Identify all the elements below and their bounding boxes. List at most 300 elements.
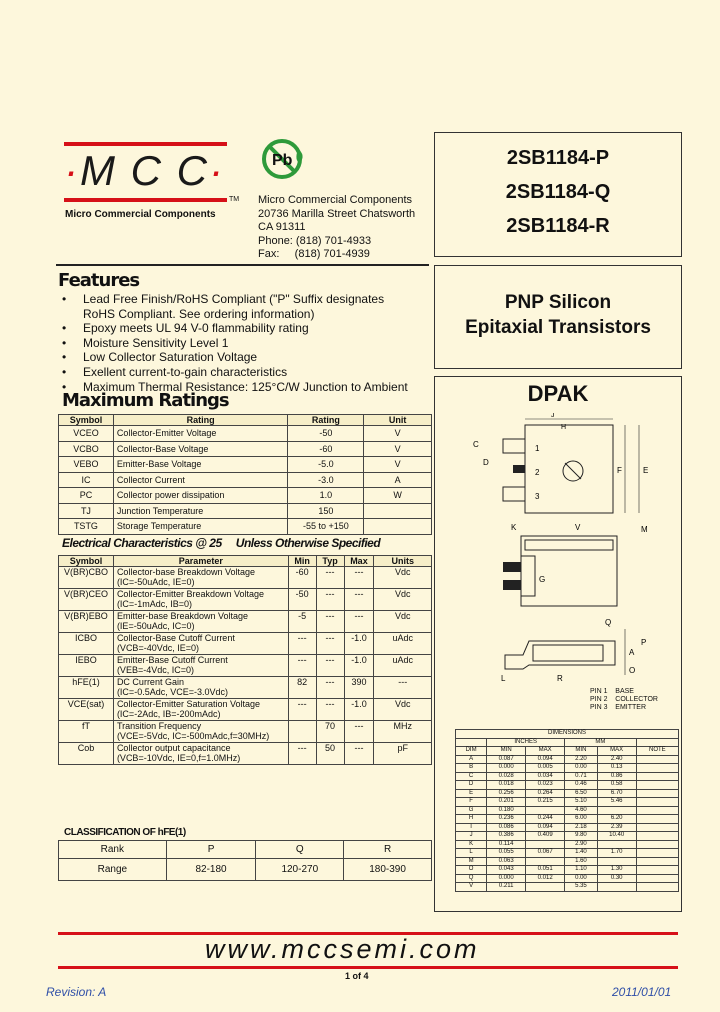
- logo-top-bar: [64, 142, 227, 146]
- table-cell: VEBO: [59, 457, 114, 473]
- revision: Revision: A: [46, 985, 107, 999]
- dim-header: DIM: [456, 747, 487, 756]
- table-row: [59, 743, 432, 765]
- value-cell: Vdc: [374, 699, 432, 721]
- value-cell: Vdc: [374, 611, 432, 633]
- parameter-condition: (IC=-2Adc, IB=-200mAdc): [116, 709, 221, 719]
- part-numbers-box: [434, 132, 682, 257]
- dim-label: C: [473, 440, 479, 449]
- rank-label: Rank: [59, 841, 167, 859]
- pb-text: Pb: [272, 152, 293, 169]
- dim-label: G: [539, 575, 546, 584]
- table-cell: TSTG: [59, 519, 114, 535]
- value-cell: ---: [344, 611, 374, 633]
- dim-cell: 2.39: [597, 823, 636, 832]
- value-cell: pF: [374, 743, 432, 765]
- dim-row: [456, 772, 679, 781]
- pin-number: 1: [535, 444, 540, 453]
- dim-row: [456, 832, 679, 841]
- classification-title: CLASSIFICATION OF hFE(1): [64, 827, 186, 838]
- dim-cell: [636, 764, 678, 773]
- dim-cell: 0.094: [526, 823, 565, 832]
- feature-item: • Lead Free Finish/RoHS Compliant ("P" Suffix designates: [62, 292, 408, 307]
- table-cell: [364, 503, 432, 519]
- feature-item: • Epoxy meets UL 94 V-0 flammability rating: [62, 321, 408, 336]
- table-header: Parameter: [113, 556, 288, 567]
- dim-cell: [636, 832, 678, 841]
- table-cell: IC: [59, 472, 114, 488]
- address-line: Fax: (818) 701-4939: [258, 248, 370, 260]
- dim-cell: M: [456, 857, 487, 866]
- dim-cell: 0.201: [487, 798, 526, 807]
- pin-legend-row: PIN 3 EMITTER: [590, 704, 647, 711]
- dim-cell: 2.20: [565, 755, 598, 764]
- parameter-condition: (IC=-50uAdc, IE=0): [116, 577, 195, 587]
- table-cell: Collector-Base Voltage: [113, 441, 288, 457]
- dim-cell: 0.012: [526, 874, 565, 883]
- dim-cell: 0.58: [597, 781, 636, 790]
- value-cell: 50: [316, 743, 344, 765]
- table-row: [59, 589, 432, 611]
- table-cell: PC: [59, 488, 114, 504]
- dim-cell: 0.028: [487, 772, 526, 781]
- symbol-cell: IEBO: [59, 655, 114, 677]
- dim-cell: 0.236: [487, 815, 526, 824]
- dim-header: NOTE: [636, 747, 678, 756]
- range-value: 82-180: [166, 859, 256, 881]
- dim-label: D: [483, 458, 489, 467]
- value-cell: MHz: [374, 721, 432, 743]
- dim-cell: 0.000: [487, 764, 526, 773]
- dim-cell: F: [456, 798, 487, 807]
- value-cell: ---: [316, 699, 344, 721]
- value-cell: -1.0: [344, 699, 374, 721]
- dim-cell: 0.211: [487, 883, 526, 892]
- description-line: Epitaxial Transistors: [465, 317, 651, 338]
- value-cell: ---: [316, 677, 344, 699]
- dim-cell: [636, 806, 678, 815]
- dim-label: Q: [605, 618, 612, 627]
- dim-cell: [636, 755, 678, 764]
- feature-item-cont: RoHS Compliant. See ordering information): [83, 306, 315, 321]
- elec-title: Electrical Characteristics @ 25 Unless Otherwise Specified: [62, 536, 381, 550]
- dim-cell: 0.114: [487, 840, 526, 849]
- parameter-name: Collector-base Breakdown Voltage: [116, 567, 256, 577]
- dim-row: [456, 883, 679, 892]
- dim-cell: 0.051: [526, 866, 565, 875]
- dim-row: [456, 781, 679, 790]
- table-row: [59, 426, 432, 442]
- value-cell: ---: [344, 567, 374, 589]
- dim-cell: I: [456, 823, 487, 832]
- dim-cell: 0.005: [526, 764, 565, 773]
- features-list: [62, 292, 408, 394]
- value-cell: 82: [288, 677, 316, 699]
- dim-cell: 1.30: [597, 866, 636, 875]
- dim-cell: O: [456, 866, 487, 875]
- parameter-name: Collector-Base Cutoff Current: [116, 633, 235, 643]
- table-header: Symbol: [59, 415, 114, 426]
- table-header: Min: [288, 556, 316, 567]
- page-number: 1 of 4: [345, 971, 369, 981]
- dim-cell: Q: [456, 874, 487, 883]
- dim-cell: [636, 798, 678, 807]
- table-row: [59, 633, 432, 655]
- symbol-cell: ICBO: [59, 633, 114, 655]
- table-row: [59, 503, 432, 519]
- table-cell: Collector-Emitter Voltage: [113, 426, 288, 442]
- symbol-cell: hFE(1): [59, 677, 114, 699]
- dim-cell: 0.063: [487, 857, 526, 866]
- symbol-cell: fT: [59, 721, 114, 743]
- value-cell: ---: [316, 655, 344, 677]
- value-cell: ---: [344, 721, 374, 743]
- table-cell: [364, 519, 432, 535]
- rank-value: P: [166, 841, 256, 859]
- parameter-condition: (VEB=-4Vdc, IC=0): [116, 665, 194, 675]
- pin-legend-row: PIN 1 BASE: [590, 688, 634, 695]
- dim-row: [456, 815, 679, 824]
- dim-label: P: [641, 638, 647, 647]
- logo-bottom-bar: [64, 198, 227, 202]
- table-cell: -3.0: [288, 472, 364, 488]
- table-row: [59, 677, 432, 699]
- trademark: TM: [229, 196, 240, 203]
- dim-cell: K: [456, 840, 487, 849]
- dim-cell: E: [456, 789, 487, 798]
- value-cell: Vdc: [374, 589, 432, 611]
- dim-cell: [636, 772, 678, 781]
- dim-label: E: [643, 466, 649, 475]
- dim-cell: 5.46: [597, 798, 636, 807]
- pin-legend: [590, 688, 658, 712]
- dim-cell: 0.71: [565, 772, 598, 781]
- dim-cell: [636, 781, 678, 790]
- dimensions-table: [455, 729, 679, 892]
- table-cell: V: [364, 441, 432, 457]
- revision-date: 2011/01/01: [612, 985, 672, 999]
- parameter-condition: (IE=-50uAdc, IC=0): [116, 621, 195, 631]
- parameter-condition: (VCB=-40Vdc, IE=0): [116, 643, 199, 653]
- dim-cell: A: [456, 755, 487, 764]
- table-cell: -5.0: [288, 457, 364, 473]
- max-ratings-title: Maximum Ratings: [62, 390, 229, 411]
- table-cell: Collector Current: [113, 472, 288, 488]
- parameter-condition: (VCE=-5Vdc, IC=-500mAdc,f=30MHz): [116, 731, 270, 741]
- dim-cell: [636, 866, 678, 875]
- dim-cell: 10.40: [597, 832, 636, 841]
- dim-cell: B: [456, 764, 487, 773]
- value-cell: Vdc: [374, 567, 432, 589]
- range-value: 120-270: [256, 859, 344, 881]
- value-cell: -1.0: [344, 655, 374, 677]
- feature-item: • Exellent current-to-gain characteristics: [62, 365, 408, 380]
- value-cell: -60: [288, 567, 316, 589]
- footer-bottom-bar: [58, 966, 678, 969]
- dim-cell: 0.409: [526, 832, 565, 841]
- dim-cell: H: [456, 815, 487, 824]
- dim-cell: V: [456, 883, 487, 892]
- dim-cell: 6.50: [565, 789, 598, 798]
- symbol-cell: V(BR)CBO: [59, 567, 114, 589]
- dim-cell: 0.00: [565, 764, 598, 773]
- dim-label: R: [557, 674, 563, 683]
- dim-cell: 2.18: [565, 823, 598, 832]
- dim-cell: 0.46: [565, 781, 598, 790]
- dim-row: [456, 755, 679, 764]
- table-cell: -55 to +150: [288, 519, 364, 535]
- dim-row: [456, 840, 679, 849]
- address-line: Micro Commercial Components: [258, 194, 413, 206]
- dim-cell: [636, 815, 678, 824]
- dim-cell: 1.40: [565, 849, 598, 858]
- table-header: Rating: [288, 415, 364, 426]
- value-cell: ---: [344, 743, 374, 765]
- table-cell: V: [364, 426, 432, 442]
- value-cell: ---: [374, 677, 432, 699]
- max-ratings-table: [58, 414, 432, 535]
- value-cell: ---: [316, 589, 344, 611]
- table-header: Unit: [364, 415, 432, 426]
- elec-table: [58, 555, 432, 765]
- parameter-cell: [113, 677, 288, 699]
- dim-cell: J: [456, 832, 487, 841]
- address-line: 20736 Marilla Street Chatsworth: [258, 207, 416, 220]
- package-profile-view: [465, 615, 665, 685]
- parameter-name: DC Current Gain: [116, 677, 184, 687]
- part-number: 2SB1184-P: [506, 147, 610, 169]
- pin-number: 2: [535, 468, 540, 477]
- value-cell: -1.0: [344, 633, 374, 655]
- table-cell: VCEO: [59, 426, 114, 442]
- dim-cell: 0.180: [487, 806, 526, 815]
- dim-cell: G: [456, 806, 487, 815]
- dim-cell: 1.70: [597, 849, 636, 858]
- dim-cell: [636, 883, 678, 892]
- dim-cell: 6.20: [597, 815, 636, 824]
- dim-cell: 0.067: [526, 849, 565, 858]
- dim-label: K: [511, 523, 517, 532]
- dim-cell: 0.86: [597, 772, 636, 781]
- table-header: Units: [374, 556, 432, 567]
- dim-cell: 0.386: [487, 832, 526, 841]
- table-cell: Storage Temperature: [113, 519, 288, 535]
- dim-cell: 4.60: [565, 806, 598, 815]
- dim-cell: 1.10: [565, 866, 598, 875]
- dim-group-inches: INCHES: [487, 738, 565, 747]
- rank-value: Q: [256, 841, 344, 859]
- address-line: CA 91311: [258, 221, 306, 233]
- description-box: [434, 265, 682, 369]
- value-cell: ---: [316, 567, 344, 589]
- dim-cell: 2.40: [597, 755, 636, 764]
- dim-cell: [526, 840, 565, 849]
- table-row: [59, 567, 432, 589]
- feature-item: • Low Collector Saturation Voltage: [62, 350, 408, 365]
- table-cell: -50: [288, 426, 364, 442]
- dim-row: [456, 806, 679, 815]
- dim-cell: 0.086: [487, 823, 526, 832]
- dim-cell: 5.10: [565, 798, 598, 807]
- dim-cell: [526, 806, 565, 815]
- dim-cell: 6.00: [565, 815, 598, 824]
- parameter-name: Collector-Emitter Breakdown Voltage: [116, 589, 265, 599]
- parameter-cell: [113, 699, 288, 721]
- dim-header: MIN: [487, 747, 526, 756]
- parameter-name: Transition Frequency: [116, 721, 202, 731]
- part-number: 2SB1184-Q: [505, 181, 611, 203]
- website-link[interactable]: www.mccsemi.com: [205, 934, 480, 964]
- dim-cell: 0.055: [487, 849, 526, 858]
- parameter-cell: [113, 567, 288, 589]
- table-header: Max: [344, 556, 374, 567]
- dim-header: MAX: [526, 747, 565, 756]
- parameter-cell: [113, 721, 288, 743]
- dim-cell: 0.30: [597, 874, 636, 883]
- parameter-name: Collector output capacitance: [116, 743, 231, 753]
- dim-cell: [636, 849, 678, 858]
- pin-legend-row: PIN 2 COLLECTOR: [590, 696, 658, 703]
- feature-item: • Maximum Thermal Resistance: 125°C/W Junction to Ambient: [62, 380, 408, 395]
- value-cell: ---: [288, 699, 316, 721]
- dim-row: [456, 789, 679, 798]
- feature-item: • Moisture Sensitivity Level 1: [62, 336, 408, 351]
- dim-cell: 2.90: [565, 840, 598, 849]
- value-cell: ---: [316, 633, 344, 655]
- dim-cell: [636, 840, 678, 849]
- dim-label: F: [617, 466, 622, 475]
- dim-row: [456, 764, 679, 773]
- dim-label: L: [501, 674, 506, 683]
- table-cell: V: [364, 457, 432, 473]
- dim-label: H: [561, 424, 567, 431]
- dim-cell: [597, 840, 636, 849]
- dim-label: A: [629, 648, 635, 657]
- dim-cell: [597, 806, 636, 815]
- dim-cell: 5.35: [565, 883, 598, 892]
- dim-header: MIN: [565, 747, 598, 756]
- dim-cell: D: [456, 781, 487, 790]
- table-row: [59, 655, 432, 677]
- dim-cell: L: [456, 849, 487, 858]
- table-row: [59, 457, 432, 473]
- table-row: [59, 441, 432, 457]
- table-cell: Collector power dissipation: [113, 488, 288, 504]
- dim-blank: [636, 738, 678, 747]
- table-header: Symbol: [59, 556, 114, 567]
- pin-number: 3: [535, 492, 540, 501]
- dim-cell: 0.13: [597, 764, 636, 773]
- table-row: [59, 721, 432, 743]
- dim-cell: [526, 883, 565, 892]
- dim-row: [456, 823, 679, 832]
- dim-label: O: [629, 666, 636, 675]
- dim-cell: 9.80: [565, 832, 598, 841]
- table-cell: A: [364, 472, 432, 488]
- dim-cell: 0.256: [487, 789, 526, 798]
- dim-cell: [597, 883, 636, 892]
- pb-free-icon: [260, 135, 308, 183]
- company-address: [258, 194, 415, 262]
- address-line: Phone: (818) 701-4933: [258, 234, 372, 247]
- dim-cell: 0.018: [487, 781, 526, 790]
- range-value: 180-390: [344, 859, 432, 881]
- dim-cell: 0.000: [487, 874, 526, 883]
- dim-cell: 1.60: [565, 857, 598, 866]
- parameter-name: Collector-Emitter Saturation Voltage: [116, 699, 261, 709]
- parameter-cell: [113, 655, 288, 677]
- table-header: Rating: [113, 415, 288, 426]
- mcc-logo: ·M C C·: [64, 147, 225, 194]
- value-cell: 390: [344, 677, 374, 699]
- dim-cell: 0.043: [487, 866, 526, 875]
- value-cell: [288, 721, 316, 743]
- parameter-condition: (VCB=-10Vdc, IE=0,f=1.0MHz): [116, 753, 241, 763]
- parameter-cell: [113, 633, 288, 655]
- features-title: Features: [58, 270, 140, 291]
- dim-label: V: [575, 523, 581, 532]
- symbol-cell: V(BR)EBO: [59, 611, 114, 633]
- parameter-name: Emitter-Base Cutoff Current: [116, 655, 228, 665]
- value-cell: -5: [288, 611, 316, 633]
- symbol-cell: V(BR)CEO: [59, 589, 114, 611]
- part-number: 2SB1184-R: [506, 215, 610, 237]
- table-cell: W: [364, 488, 432, 504]
- dim-cell: 6.70: [597, 789, 636, 798]
- table-cell: Junction Temperature: [113, 503, 288, 519]
- dim-cell: 0.264: [526, 789, 565, 798]
- value-cell: ---: [288, 743, 316, 765]
- range-label: Range: [59, 859, 167, 881]
- dim-row: [456, 874, 679, 883]
- rank-value: R: [344, 841, 432, 859]
- dim-cell: 0.244: [526, 815, 565, 824]
- parameter-cell: [113, 611, 288, 633]
- dim-cell: 0.023: [526, 781, 565, 790]
- symbol-cell: VCE(sat): [59, 699, 114, 721]
- symbol-cell: Cob: [59, 743, 114, 765]
- table-cell: -60: [288, 441, 364, 457]
- dim-cell: C: [456, 772, 487, 781]
- dim-cell: 0.087: [487, 755, 526, 764]
- value-cell: uAdc: [374, 633, 432, 655]
- value-cell: 70: [316, 721, 344, 743]
- dim-row: [456, 866, 679, 875]
- table-cell: TJ: [59, 503, 114, 519]
- dim-cell: 0.094: [526, 755, 565, 764]
- dim-group-mm: MM: [565, 738, 637, 747]
- dimensions-title: DIMENSIONS: [456, 730, 679, 739]
- package-top-view: [465, 413, 665, 523]
- dim-cell: 0.215: [526, 798, 565, 807]
- dim-row: [456, 857, 679, 866]
- dim-label: M: [641, 525, 648, 534]
- description-line: PNP Silicon: [504, 292, 612, 313]
- parameter-name: Emitter-base Breakdown Voltage: [116, 611, 249, 621]
- table-cell: VCBO: [59, 441, 114, 457]
- parameter-cell: [113, 743, 288, 765]
- table-row: [59, 472, 432, 488]
- dim-cell: [636, 857, 678, 866]
- parameter-condition: (IC=-0.5Adc, VCE=-3.0Vdc): [116, 687, 228, 697]
- parameter-cell: [113, 589, 288, 611]
- classification-table: [58, 840, 432, 881]
- dim-cell: [636, 823, 678, 832]
- value-cell: ---: [288, 633, 316, 655]
- dim-cell: [526, 857, 565, 866]
- dim-cell: [597, 857, 636, 866]
- value-cell: uAdc: [374, 655, 432, 677]
